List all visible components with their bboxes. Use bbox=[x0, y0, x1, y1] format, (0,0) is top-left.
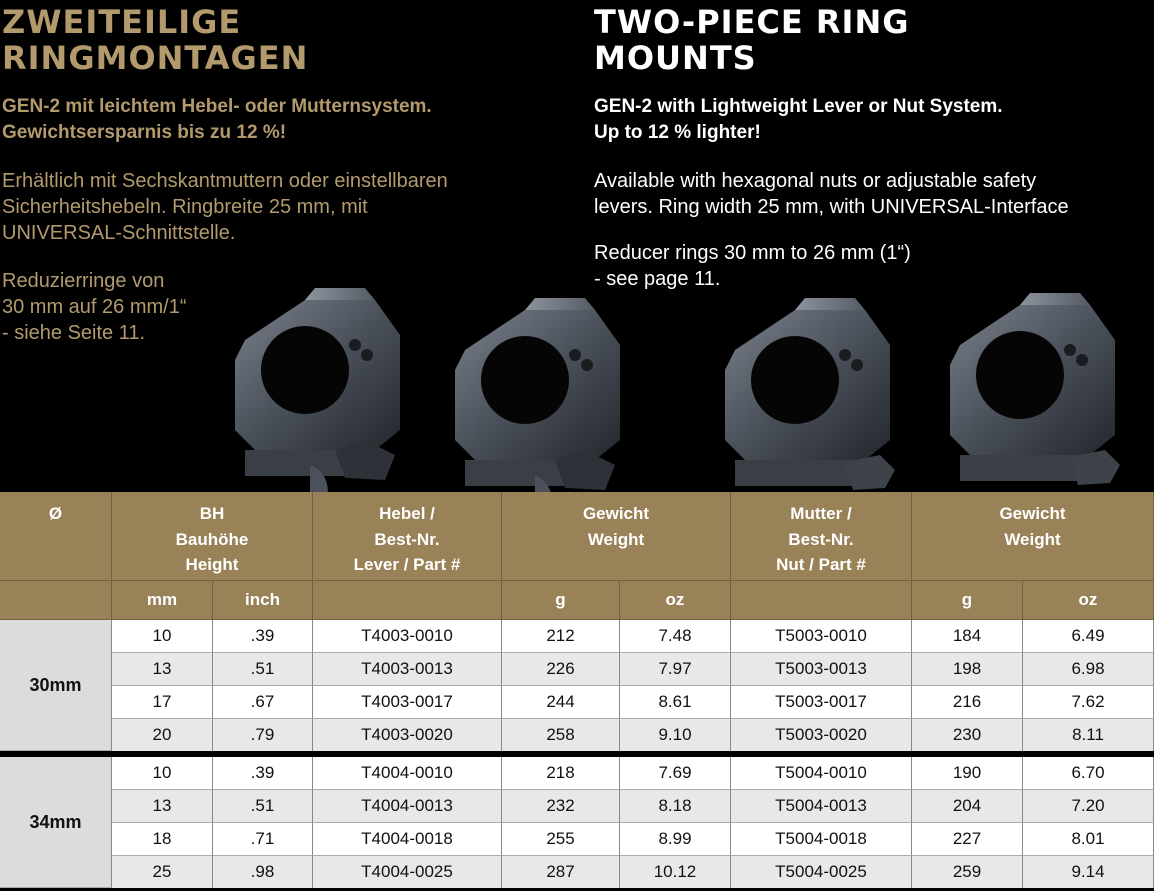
unit-oz-lever: oz bbox=[620, 581, 731, 620]
table-row bbox=[0, 790, 1154, 823]
cell-lever: T4003-0010 bbox=[313, 620, 502, 653]
table-row bbox=[0, 686, 1154, 719]
table-row bbox=[0, 856, 1154, 888]
cell-ng: 198 bbox=[912, 653, 1023, 686]
cell-ng: 216 bbox=[912, 686, 1023, 719]
unit-mm: mm bbox=[112, 581, 213, 620]
unit-g-lever: g bbox=[502, 581, 620, 620]
cell-lever: T4004-0010 bbox=[313, 757, 502, 790]
cell-loz: 7.69 bbox=[620, 757, 731, 790]
cell-loz: 9.10 bbox=[620, 719, 731, 751]
cell-lg: 226 bbox=[502, 653, 620, 686]
col-diameter: Ø bbox=[0, 492, 112, 581]
description-german-line3: UNIVERSAL-Schnittstelle. bbox=[2, 222, 236, 244]
diameter-group-label: 34mm bbox=[0, 757, 112, 888]
table-body bbox=[0, 620, 1154, 888]
spec-table bbox=[0, 492, 1154, 888]
units-row bbox=[0, 581, 1154, 620]
cell-lever: T4003-0017 bbox=[313, 686, 502, 719]
subtitle-german-line2: Gewichtsersparnis bis zu 12 %! bbox=[2, 122, 287, 143]
cell-nut: T5004-0013 bbox=[731, 790, 912, 823]
cell-nut: T5003-0013 bbox=[731, 653, 912, 686]
cell-lever: T4004-0025 bbox=[313, 856, 502, 888]
cell-mm: 10 bbox=[112, 757, 213, 790]
nut-mount-2 bbox=[950, 293, 1120, 485]
cell-loz: 8.61 bbox=[620, 686, 731, 719]
cell-inch: .71 bbox=[213, 823, 313, 856]
cell-lg: 287 bbox=[502, 856, 620, 888]
col-height-line2: Bauhöhe bbox=[175, 529, 249, 549]
description-german bbox=[2, 168, 448, 246]
col-height bbox=[112, 492, 313, 581]
col-lever-line2: Best-Nr. bbox=[374, 529, 440, 549]
reducer-german-line2: 30 mm auf 26 mm/1“ bbox=[2, 296, 187, 318]
unit-empty-lever bbox=[313, 581, 502, 620]
title-german-line1: ZWEITEILIGE bbox=[2, 3, 242, 41]
col-height-line3: Height bbox=[185, 555, 239, 574]
cell-nut: T5003-0010 bbox=[731, 620, 912, 653]
cell-inch: .79 bbox=[213, 719, 313, 751]
col-nut-line3: Nut / Part # bbox=[776, 555, 866, 574]
cell-lg: 244 bbox=[502, 686, 620, 719]
cell-noz: 6.70 bbox=[1023, 757, 1154, 790]
cell-loz: 7.48 bbox=[620, 620, 731, 653]
cell-mm: 13 bbox=[112, 790, 213, 823]
cell-mm: 10 bbox=[112, 620, 213, 653]
cell-inch: .51 bbox=[213, 790, 313, 823]
table-row bbox=[0, 620, 1154, 653]
cell-ng: 204 bbox=[912, 790, 1023, 823]
title-german bbox=[2, 4, 308, 76]
cell-loz: 7.97 bbox=[620, 653, 731, 686]
col-height-line1: BH bbox=[199, 504, 225, 523]
col-nut-weight bbox=[912, 492, 1154, 581]
cell-noz: 8.01 bbox=[1023, 823, 1154, 856]
cell-lever: T4003-0020 bbox=[313, 719, 502, 751]
unit-inch: inch bbox=[213, 581, 313, 620]
description-german-line1: Erhältlich mit Sechskantmuttern oder einstellbaren bbox=[2, 170, 448, 192]
cell-nut: T5003-0020 bbox=[731, 719, 912, 751]
col-lever-weight-line2: Weight bbox=[587, 529, 645, 549]
subtitle-english-line2: Up to 12 % lighter! bbox=[594, 122, 761, 143]
cell-nut: T5003-0017 bbox=[731, 686, 912, 719]
reducer-german-line1: Reduzierringe von bbox=[2, 270, 165, 292]
cell-mm: 18 bbox=[112, 823, 213, 856]
cell-nut: T5004-0025 bbox=[731, 856, 912, 888]
col-nut-weight-line2: Weight bbox=[1004, 529, 1061, 549]
cell-ng: 184 bbox=[912, 620, 1023, 653]
title-english-line2: MOUNTS bbox=[594, 39, 757, 77]
table-row bbox=[0, 653, 1154, 686]
cell-inch: .39 bbox=[213, 620, 313, 653]
reducer-english-line2: - see page 11. bbox=[594, 268, 721, 290]
cell-lg: 258 bbox=[502, 719, 620, 751]
unit-oz-nut: oz bbox=[1023, 581, 1154, 620]
cell-mm: 20 bbox=[112, 719, 213, 751]
subtitle-english-line1: GEN-2 with Lightweight Lever or Nut System. bbox=[594, 96, 1003, 117]
cell-lg: 255 bbox=[502, 823, 620, 856]
cell-lg: 218 bbox=[502, 757, 620, 790]
col-lever-part bbox=[313, 492, 502, 581]
diameter-group-label: 30mm bbox=[0, 620, 112, 751]
col-lever-weight bbox=[502, 492, 731, 581]
cell-lever: T4004-0013 bbox=[313, 790, 502, 823]
lever-mount-1 bbox=[235, 288, 400, 515]
col-nut-line1: Mutter / bbox=[790, 504, 852, 523]
cell-nut: T5004-0010 bbox=[731, 757, 912, 790]
description-english-line2: levers. Ring width 25 mm, with UNIVERSAL-Interface bbox=[594, 196, 1069, 218]
cell-ng: 259 bbox=[912, 856, 1023, 888]
cell-lever: T4003-0013 bbox=[313, 653, 502, 686]
unit-empty bbox=[0, 581, 112, 620]
col-lever-line1: Hebel / bbox=[379, 504, 435, 523]
unit-empty-nut bbox=[731, 581, 912, 620]
cell-inch: .98 bbox=[213, 856, 313, 888]
cell-mm: 25 bbox=[112, 856, 213, 888]
col-lever-line3: Lever / Part # bbox=[353, 555, 461, 574]
reducer-english-line1: Reducer rings 30 mm to 26 mm (1“) bbox=[594, 242, 911, 264]
description-english-line1: Available with hexagonal nuts or adjustable safety bbox=[594, 170, 1037, 192]
cell-noz: 9.14 bbox=[1023, 856, 1154, 888]
cell-lg: 232 bbox=[502, 790, 620, 823]
table-row bbox=[0, 757, 1154, 790]
reducer-note-english bbox=[594, 240, 911, 292]
cell-noz: 7.20 bbox=[1023, 790, 1154, 823]
description-english bbox=[594, 168, 1069, 220]
reducer-note-german bbox=[2, 268, 187, 346]
cell-noz: 8.11 bbox=[1023, 719, 1154, 751]
title-german-line2: RINGMONTAGEN bbox=[2, 39, 309, 77]
subtitle-english bbox=[594, 94, 1154, 146]
cell-noz: 6.49 bbox=[1023, 620, 1154, 653]
description-german-line2: Sicherheitshebeln. Ringbreite 25 mm, mit bbox=[2, 196, 368, 218]
nut-mount-1 bbox=[725, 298, 895, 490]
cell-inch: .67 bbox=[213, 686, 313, 719]
subtitle-german-line1: GEN-2 mit leichtem Hebel- oder Mutternsystem. bbox=[2, 96, 432, 117]
cell-inch: .51 bbox=[213, 653, 313, 686]
subtitle-german bbox=[2, 94, 562, 146]
table-row bbox=[0, 823, 1154, 856]
cell-ng: 227 bbox=[912, 823, 1023, 856]
table-row bbox=[0, 719, 1154, 751]
cell-mm: 13 bbox=[112, 653, 213, 686]
title-english-line1: TWO-PIECE RING bbox=[594, 3, 910, 41]
cell-lg: 212 bbox=[502, 620, 620, 653]
col-nut-part bbox=[731, 492, 912, 581]
reducer-german-line3: - siehe Seite 11. bbox=[2, 322, 146, 344]
cell-ng: 190 bbox=[912, 757, 1023, 790]
unit-g-nut: g bbox=[912, 581, 1023, 620]
col-lever-weight-line1: Gewicht bbox=[582, 504, 650, 523]
title-english bbox=[594, 4, 910, 76]
cell-ng: 230 bbox=[912, 719, 1023, 751]
cell-loz: 8.99 bbox=[620, 823, 731, 856]
cell-loz: 8.18 bbox=[620, 790, 731, 823]
col-nut-line2: Best-Nr. bbox=[788, 529, 854, 549]
header-row bbox=[0, 492, 1154, 581]
cell-loz: 10.12 bbox=[620, 856, 731, 888]
cell-inch: .39 bbox=[213, 757, 313, 790]
cell-lever: T4004-0018 bbox=[313, 823, 502, 856]
cell-noz: 6.98 bbox=[1023, 653, 1154, 686]
cell-noz: 7.62 bbox=[1023, 686, 1154, 719]
col-nut-weight-line1: Gewicht bbox=[999, 504, 1066, 523]
cell-nut: T5004-0018 bbox=[731, 823, 912, 856]
cell-mm: 17 bbox=[112, 686, 213, 719]
